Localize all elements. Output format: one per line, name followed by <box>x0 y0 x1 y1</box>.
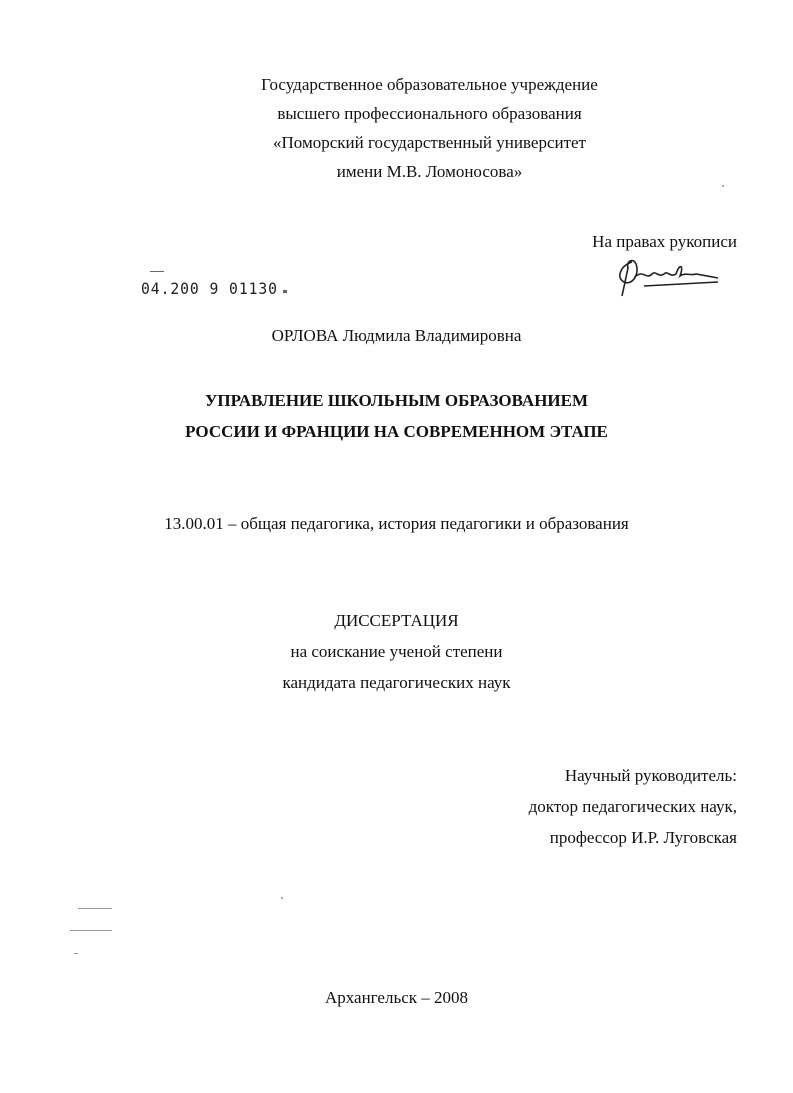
supervisor-degree: доктор педагогических наук, <box>528 797 737 816</box>
stamp-speck <box>150 271 164 272</box>
author-name: ОРЛОВА Людмила Владимировна <box>271 326 522 345</box>
city-year: Архангельск – 2008 <box>324 988 469 1007</box>
registration-stamp: 04.200 9 01130 <box>141 279 278 298</box>
work-type <box>0 605 793 698</box>
dissertation-title <box>0 385 793 447</box>
work-type-heading: ДИССЕРТАЦИЯ <box>334 611 459 630</box>
institution-header <box>0 70 793 186</box>
stamp-dot <box>283 290 287 293</box>
specialty-code: 13.00.01 – общая педагогика, история педагогики и образования <box>164 514 629 533</box>
scan-mark <box>70 930 112 931</box>
signature-image <box>614 252 724 303</box>
scan-mark <box>74 953 78 954</box>
scan-mark <box>78 908 112 909</box>
scan-mark <box>722 185 724 187</box>
work-type-line-2: кандидата педагогических наук <box>282 673 511 692</box>
work-type-line-1: на соискание ученой степени <box>290 642 503 661</box>
institution-line-2: высшего профессионального образования <box>277 104 582 123</box>
title-line-1: УПРАВЛЕНИЕ ШКОЛЬНЫМ ОБРАЗОВАНИЕМ <box>204 391 589 410</box>
supervisor-block <box>529 760 737 853</box>
scan-mark <box>281 897 283 899</box>
institution-line-1: Государственное образовательное учреждение <box>261 75 598 94</box>
supervisor-name: профессор И.Р. Луговская <box>549 828 737 847</box>
title-line-2: РОССИИ И ФРАНЦИИ НА СОВРЕМЕННОМ ЭТАПЕ <box>185 422 608 441</box>
supervisor-label: Научный руководитель: <box>564 766 737 785</box>
manuscript-rights: На правах рукописи <box>592 232 737 251</box>
institution-line-3: «Поморский государственный университет <box>272 133 586 152</box>
institution-line-4: имени М.В. Ломоносова» <box>336 162 523 181</box>
